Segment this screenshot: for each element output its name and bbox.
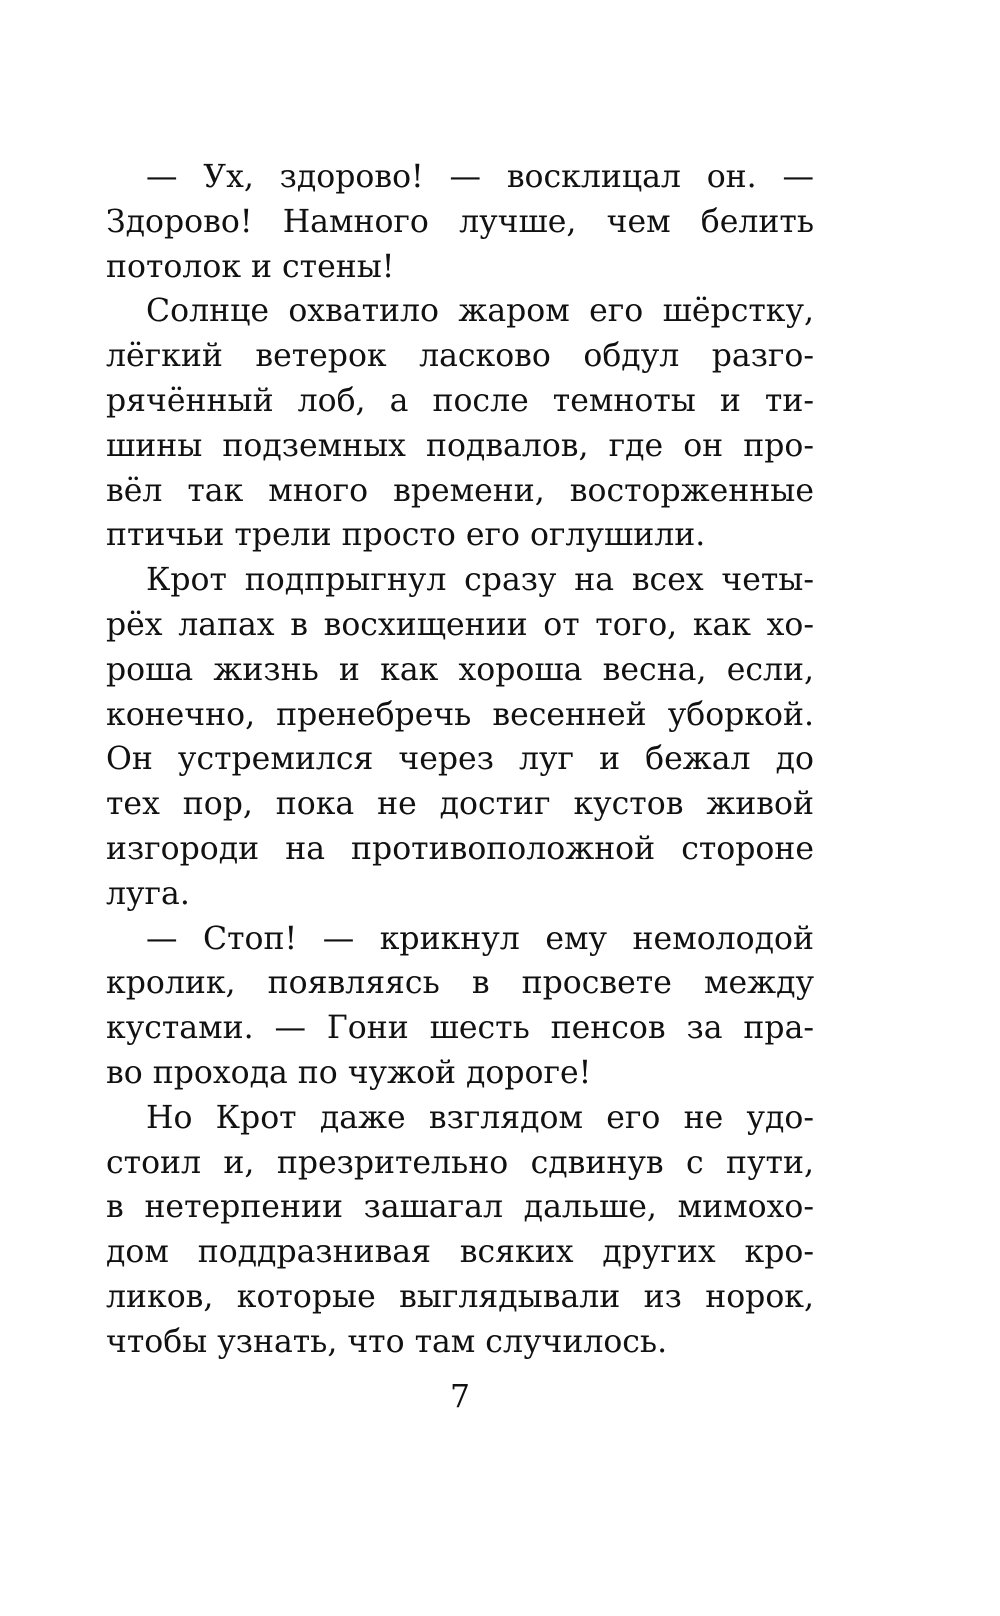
text-line: изгороди на противоположной стороне	[106, 830, 814, 867]
text-line: — Ух, здорово! — восклицал он. —	[146, 159, 814, 195]
text-line: тех пор, пока не достиг кустов живой	[106, 786, 814, 823]
paragraph	[106, 1096, 814, 1365]
text-line: Солнце охватило жаром его шёрстку,	[146, 293, 814, 330]
text-line: роша жизнь и как хороша весна, если,	[106, 651, 814, 688]
text-line: рёх лапах в восхищении от того, как хо-	[106, 606, 814, 643]
text-line: птичьи трели просто его оглушили.	[106, 517, 706, 554]
text-line: потолок и стены!	[106, 248, 395, 285]
text-line: шины подземных подвалов, где он про-	[106, 427, 814, 464]
text-line: в нетерпении зашагал дальше, мимохо-	[106, 1189, 814, 1226]
paragraph	[106, 917, 814, 1096]
body-text	[106, 155, 814, 1365]
text-line: Но Крот даже взглядом его не удо-	[146, 1099, 814, 1136]
text-line: Крот подпрыгнул сразу на всех четы-	[146, 562, 814, 599]
page-number: 7	[449, 1379, 471, 1415]
text-line: чтобы узнать, что там случилось.	[106, 1323, 668, 1360]
text-line: Здорово! Намного лучше, чем белить	[106, 203, 814, 240]
text-line: дом поддразнивая всяких других кро-	[106, 1234, 814, 1271]
text-line: лёгкий ветерок ласково обдул разго-	[106, 338, 814, 375]
text-line: Он устремился через луг и бежал до	[106, 741, 814, 778]
text-line: вёл так много времени, восторженные	[106, 472, 814, 509]
text-line: рячённый лоб, а после темноты и ти-	[106, 382, 814, 419]
text-line: ликов, которые выглядывали из норок,	[106, 1278, 814, 1315]
text-line: конечно, пренебречь весенней уборкой.	[106, 696, 814, 733]
text-line: — Стоп! — крикнул ему немолодой	[146, 920, 814, 957]
paragraph	[106, 558, 814, 916]
paragraph	[106, 155, 814, 289]
text-line: луга.	[106, 875, 190, 912]
text-line: во прохода по чужой дороге!	[106, 1054, 592, 1091]
paragraph	[106, 289, 814, 558]
text-line: кустами. — Гони шесть пенсов за пра-	[106, 1010, 814, 1047]
text-line: стоил и, презрительно сдвинув с пути,	[106, 1144, 814, 1181]
text-line: кролик, появляясь в просвете между	[106, 965, 814, 1002]
